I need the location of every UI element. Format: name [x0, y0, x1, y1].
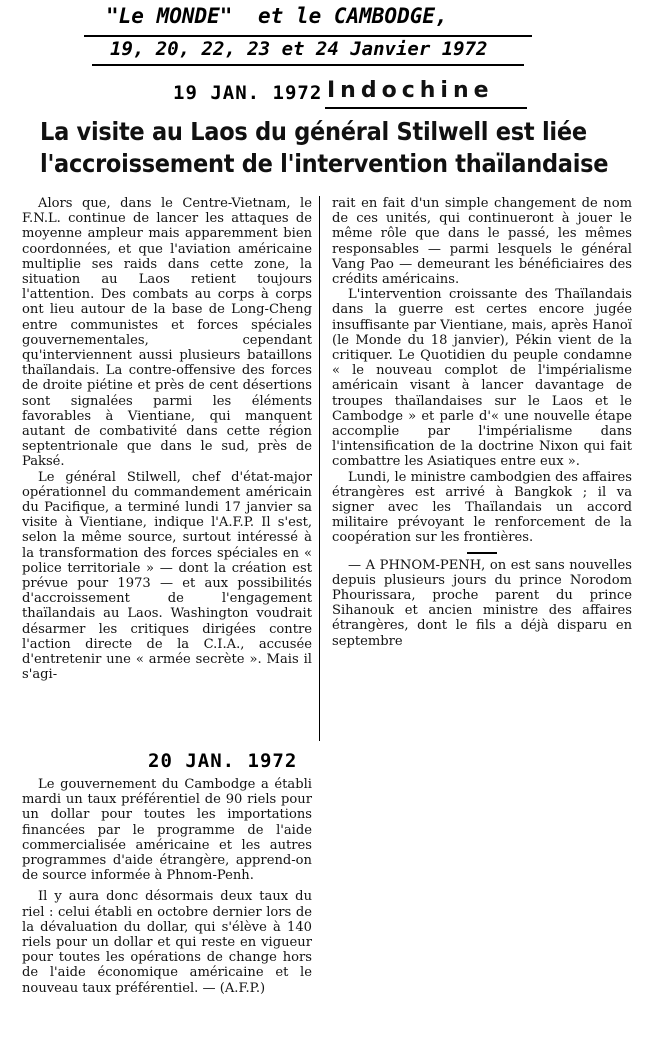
handwritten-title-newspaper: "Le MONDE": [106, 4, 233, 28]
article-paragraph: Le général Stilwell, chef d'état-major opérationnel du commandement américain du Pacifique, a terminé lundi 17 janvier sa visite à Vientiane, indique l'A.F.P. Il s'est, selon la même source, surtout intéressé à la transformation des forces spéciales en « police territoriale » — dont la création est prévue pour 1973 — et aux possibilités d'accroissement de l'engagement thaïlandais au Laos. Washington voudrait désarmer les critiques dirigées contre l'action directe de la C.I.A., accusée d'entretenir une « armée secrète ». Mais il s'agi-: [22, 469, 312, 683]
date-stamp-19-jan: 19 JAN. 1972: [173, 82, 323, 104]
article-paragraph: Il y aura donc désormais deux taux du riel : celui établi en octobre dernier lors de la dévaluation du dollar, qui s'élève à 140 riels pour un dollar et qui reste en vigueur pour toutes les opérations de change hors de l'aide économique américaine et le nouveau taux préférentiel. — (A.F.P.): [22, 889, 312, 996]
column-divider: [319, 196, 320, 741]
headline-line-2: l'accroissement de l'intervention thaïlandaise: [40, 149, 609, 178]
article-paragraph: L'intervention croissante des Thaïlandais dans la guerre est certes encore jugée insuffisante par Vientiane, mais, après Hanoï (le Monde du 18 janvier), Pékin vient de la critiquer. Le Quotidien du peuple condamne « le nouveau complot de l'impérialisme américain visant à lancer davantage de troupes thaïlandaises sur le Laos et le Cambodge » et parle d'« une nouvelle étape accomplie par l'impérialisme dans l'intensification de la doctrine Nixon qui fait combattre les Asiatiques entre eux ».: [332, 287, 632, 470]
article-column-right: [332, 196, 632, 649]
rubric-underline: [325, 107, 527, 109]
handwritten-dates: 19, 20, 22, 23 et 24 Janvier 1972: [110, 38, 488, 60]
section-rule: [467, 552, 497, 554]
article-2: [22, 777, 312, 996]
article-column-left: [22, 196, 312, 683]
article-paragraph: Le gouvernement du Cambodge a établi mardi un taux préférentiel de 90 riels pour un dollar pour toutes les importations financées par le programme de l'aide commercialisée américaine et les autres programmes d'aide étrangère, apprend-on de source informée à Phnom-Penh.: [22, 777, 312, 884]
section-rubric: Indochine: [327, 78, 494, 103]
article-paragraph: Alors que, dans le Centre-Vietnam, le F.N.L. continue de lancer les attaques de moyenne ampleur mais apparemment bien coordonnées, et que l'aviation américaine multiplie ses raids dans cette zone, la situation au Laos retient toujours l'attention. Des combats au corps à corps ont lieu autour de la base de Long-Cheng entre communistes et forces spéciales gouvernementales, cependant qu'interviennent aussi plusieurs bataillons thaïlandais. La contre-offensive des forces de droite piétine et près de cent désertions sont signalées parmi les éléments favorables à Vientiane, qui manquent autant de combativité dans cette région septentrionale que dans le sud, près de Paksé.: [22, 196, 312, 470]
headline-line-1: La visite au Laos du général Stilwell est liée: [40, 117, 587, 146]
article-paragraph: — A PHNOM-PENH, on est sans nouvelles depuis plusieurs jours du prince Norodom Phourissara, proche parent du prince Sihanouk et ancien ministre des affaires étrangères, dont le fils a déjà disparu en septembre: [332, 557, 632, 649]
handwritten-underline-1: [84, 35, 532, 37]
date-stamp-20-jan: 20 JAN. 1972: [148, 750, 298, 772]
handwritten-underline-2: [92, 64, 524, 66]
handwritten-title-topic: et le CAMBODGE,: [258, 4, 448, 28]
article-paragraph: rait en fait d'un simple changement de nom de ces unités, qui continueront à jouer le même rôle que dans le passé, les mêmes responsables — parmi lesquels le général Vang Pao — demeurant les bénéficiaires des crédits américains.: [332, 196, 632, 288]
article-paragraph: Lundi, le ministre cambodgien des affaires étrangères est arrivé à Bangkok ; il va signer avec les Thaïlandais un accord militaire prévoyant le renforcement de la coopération sur les frontières.: [332, 469, 632, 546]
